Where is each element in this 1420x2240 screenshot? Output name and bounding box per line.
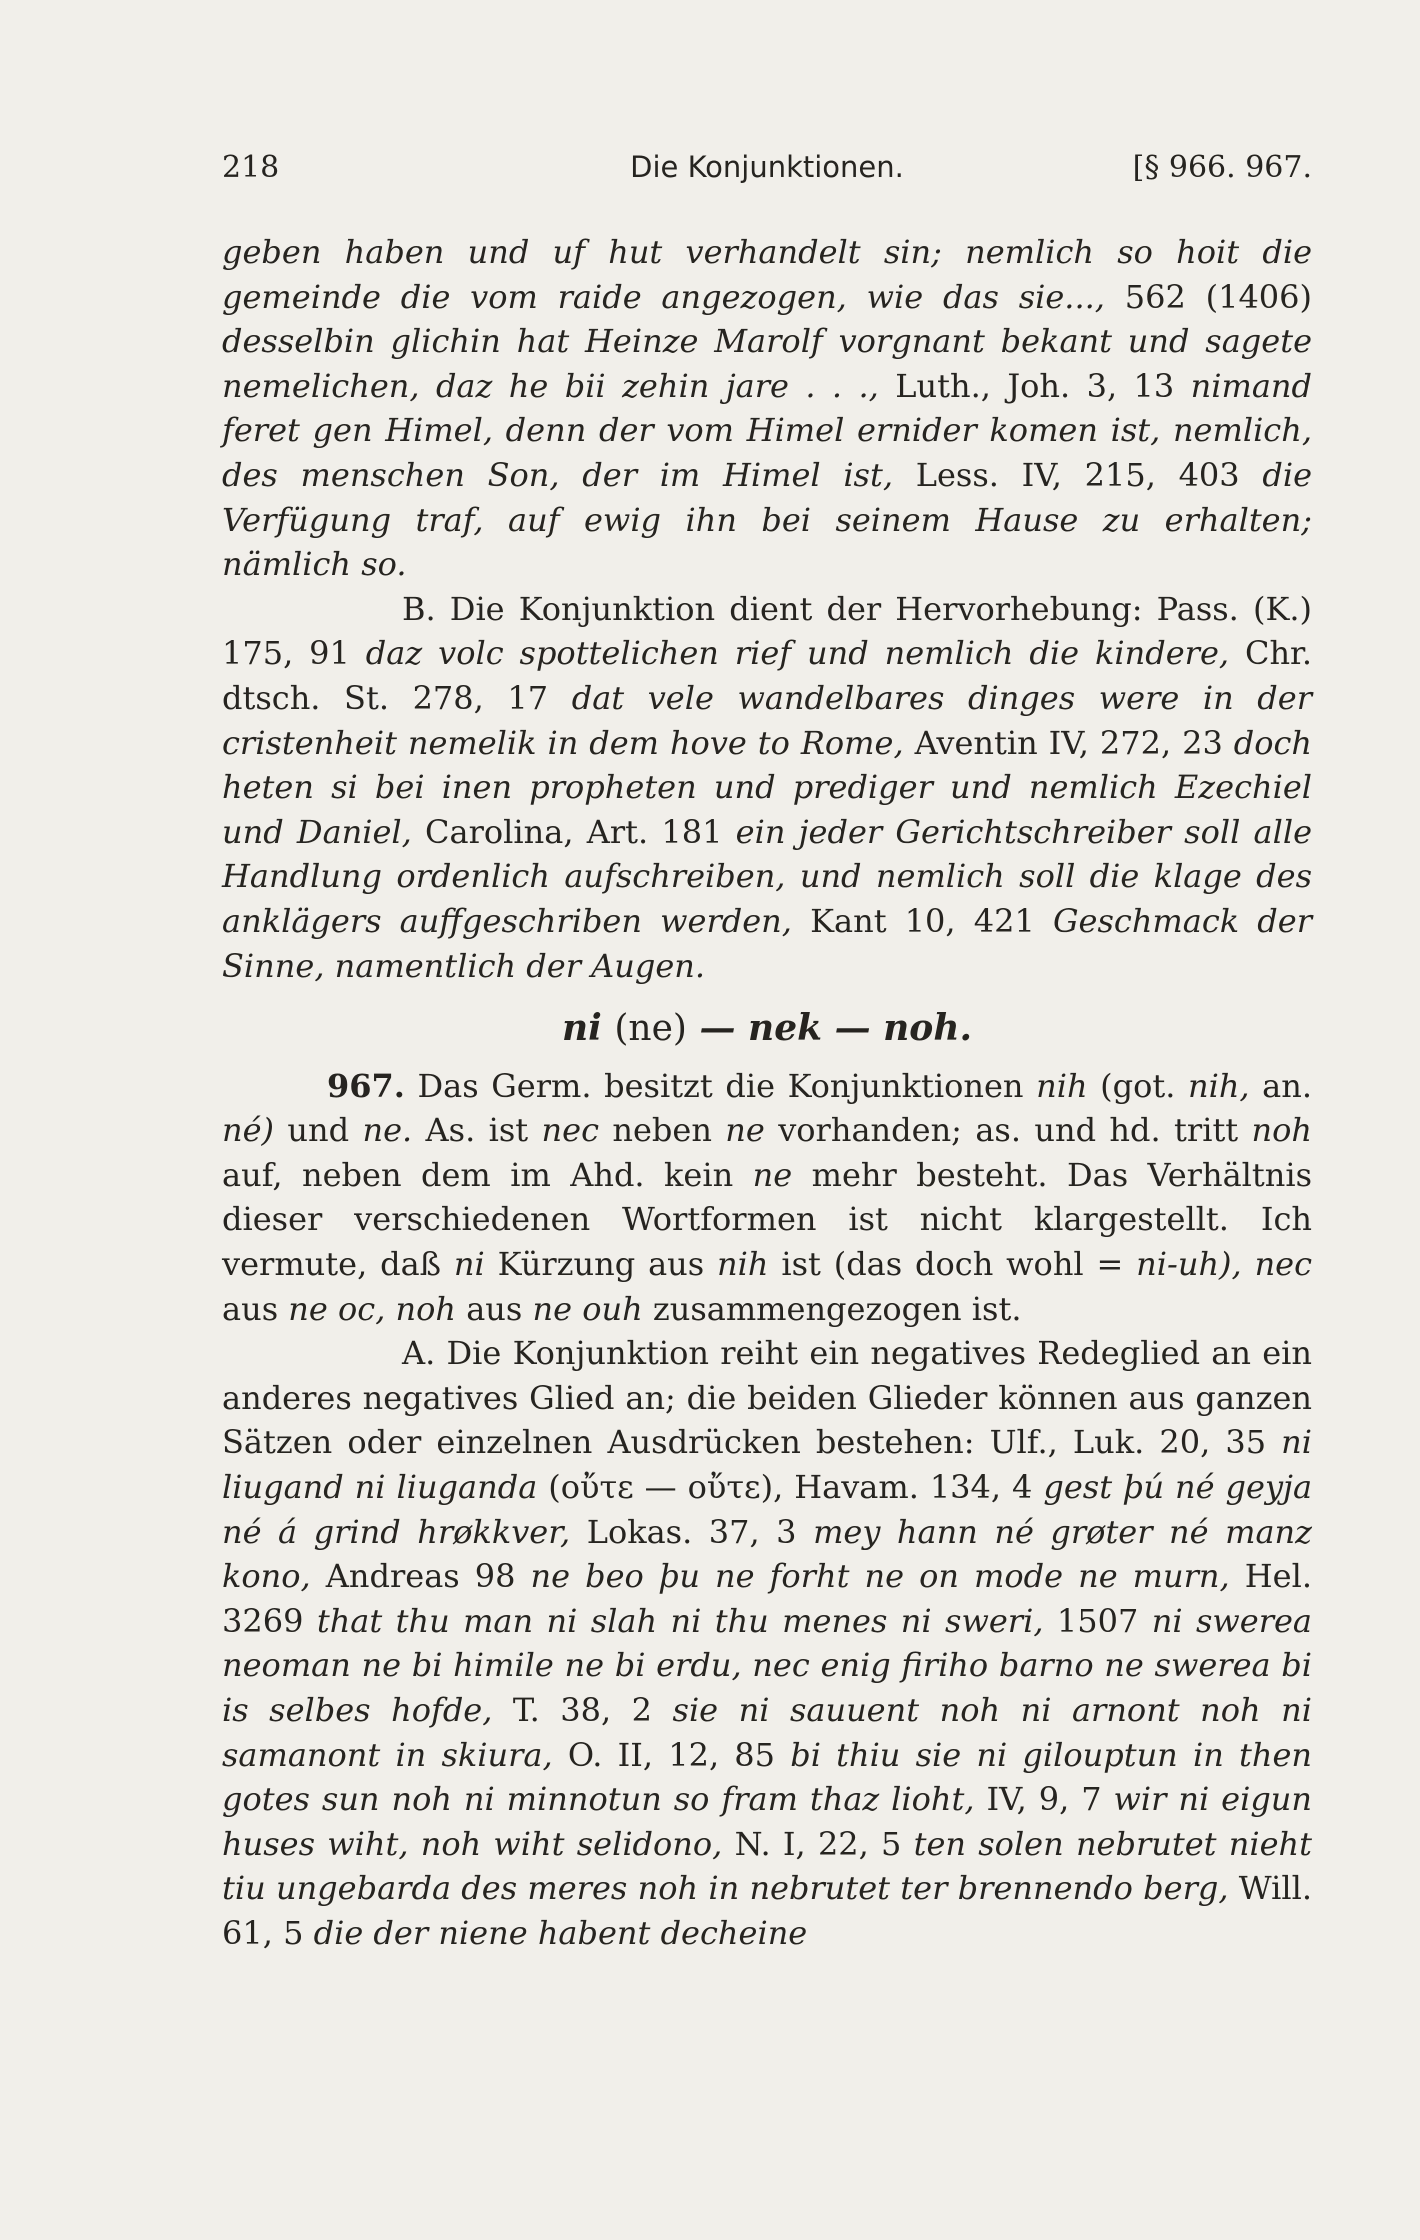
citation-text: vorhanden; as. und hd. tritt bbox=[764, 1111, 1252, 1150]
italic-quote: ne. bbox=[362, 1111, 413, 1150]
citation-text: A. Die Konjunktion reiht ein negatives Redeglied an ein anderes negatives Glied an; die beiden Glieder können aus ganzen Sätzen oder einzelnen Ausdrücken bestehen: Ulf., Luk. 20, 35 bbox=[222, 1334, 1312, 1462]
running-title: Die Konjunktionen. bbox=[630, 150, 904, 184]
citation-text: und bbox=[274, 1111, 363, 1150]
paragraph-continuation bbox=[222, 230, 1312, 587]
citation-text: Chr. dtsch. St. 278, 17 bbox=[222, 634, 1312, 717]
heading-nek-noh: — nek — noh. bbox=[699, 1007, 973, 1050]
italic-quote: sie ni sauuent noh ni arnont noh ni samanont in skiura, bbox=[222, 1691, 1313, 1774]
citation-text: auf, neben dem im Ahd. kein bbox=[222, 1155, 753, 1194]
citation-text: (οὔτε — οὔτε), Havam. 134, 4 bbox=[537, 1468, 1044, 1507]
citation-text: aus bbox=[456, 1289, 533, 1328]
italic-quote: ni bbox=[453, 1245, 485, 1284]
italic-quote: bi thiu sie ni gilouptun in then gotes sun noh ni minnotun so fram thaz lioht, bbox=[222, 1735, 1313, 1819]
citation-text: (got. bbox=[1087, 1066, 1188, 1105]
italic-quote: wir ni eigun huses wiht, noh wiht selidono, bbox=[222, 1780, 1313, 1863]
italic-quote: nih, bbox=[1187, 1066, 1250, 1105]
citation-text: Lokas. 37, 3 bbox=[570, 1512, 814, 1551]
heading-ne: (ne) bbox=[614, 1008, 687, 1050]
citation-text: an. bbox=[1249, 1066, 1313, 1105]
citation-text: ist (das doch wohl = bbox=[768, 1245, 1137, 1284]
italic-quote: ein jeder Gerichtschreiber soll alle Handlung ordenlich aufschreiben, und nemlich soll die klage des anklägers auffgeschriben werden, bbox=[222, 812, 1313, 940]
italic-quote: gest þú né geyja né á grind hrøkkver, bbox=[222, 1468, 1313, 1551]
page-number: 218 bbox=[222, 150, 280, 185]
italic-quote: geben haben und uf hut verhandelt sin; nemlich so hoit die gemeinde die vom raide angezogen, wie das sie..., bbox=[222, 233, 1312, 316]
citation-text: IV, 9, 7 bbox=[974, 1780, 1114, 1819]
citation-text: Will. 61, 5 bbox=[222, 1869, 1313, 1952]
citation-text: Das Germ. besitzt die Konjunktionen bbox=[417, 1066, 1037, 1105]
italic-quote: Geschmack der Sinne, namentlich der Augen. bbox=[222, 901, 1313, 985]
citation-text: aus bbox=[222, 1289, 289, 1328]
citation-text bbox=[1242, 1245, 1255, 1283]
italic-quote: né) bbox=[222, 1111, 275, 1150]
section-reference: [§ 966. 967. bbox=[1132, 150, 1312, 185]
citation-text: Aventin IV, 272, 23 bbox=[903, 723, 1234, 762]
italic-quote: doch heten si bei inen propheten und prediger und nemlich Ezechiel und Daniel, bbox=[222, 723, 1313, 851]
italic-quote: daz volc spottelichen rief und nemlich die kindere, bbox=[365, 634, 1230, 673]
italic-quote: ne oc, noh bbox=[288, 1289, 457, 1328]
running-header bbox=[222, 150, 1312, 194]
paragraph-967 bbox=[222, 1064, 1312, 1332]
citation-text: Kürzung aus bbox=[484, 1245, 718, 1284]
paragraph-a-negation bbox=[222, 1331, 1312, 1955]
italic-quote: that thu man ni slah ni thu menes ni sweri, bbox=[316, 1601, 1044, 1640]
citation-text: N. I, 22, 5 bbox=[722, 1824, 914, 1863]
italic-quote: noh bbox=[1251, 1111, 1313, 1150]
body-text bbox=[222, 230, 1312, 1956]
paragraph-967-text bbox=[222, 1067, 1312, 1328]
italic-quote: ni liugand ni liuganda bbox=[222, 1423, 1312, 1507]
italic-quote: dat vele wandelbares dinges were in der cristenheit nemelik in dem hove to Rome, bbox=[222, 678, 1313, 762]
italic-quote: nih bbox=[1036, 1066, 1088, 1105]
italic-quote: ni-uh), bbox=[1136, 1245, 1242, 1284]
italic-quote: ni swerea neoman ne bi himile ne bi erdu, nec enig firiho barno ne swerea bi is selbes hofde, bbox=[222, 1601, 1313, 1729]
italic-quote: nih bbox=[717, 1245, 769, 1284]
italic-quote: desselbin glichin hat Heinze Marolf vorgnant bekant und sagete nemelichen, daz he bii zehin jare . . ., bbox=[222, 322, 1312, 405]
citation-text: T. 38, 2 bbox=[492, 1691, 673, 1729]
italic-quote: ne bbox=[725, 1111, 765, 1150]
italic-quote: die Verfügung traf, auf ewig ihn bei seinem Hause zu erhalten; nämlich so. bbox=[222, 455, 1313, 584]
italic-quote: ne bbox=[752, 1155, 793, 1194]
italic-quote: die der niene habent decheine bbox=[313, 1913, 808, 1952]
heading-ni: ni bbox=[561, 1007, 602, 1050]
italic-quote: nec bbox=[1254, 1245, 1313, 1284]
citation-text: Kant 10, 421 bbox=[791, 901, 1053, 940]
italic-quote: ne ouh bbox=[532, 1289, 643, 1328]
italic-quote: ten solen nebrutet nieht tiu ungebarda des meres noh in nebrutet ter brennendo berg, bbox=[222, 1824, 1312, 1908]
citation-text: Carolina, Art. 181 bbox=[411, 812, 736, 851]
italic-quote: nec bbox=[541, 1111, 599, 1150]
citation-text: Luth., Joh. 3, 13 bbox=[878, 366, 1191, 405]
citation-text: B. Die Konjunktion dient der Hervorhebung: Pass. (K.) 175, 91 bbox=[222, 589, 1312, 673]
section-heading bbox=[222, 1006, 1312, 1052]
citation-text: Less. IV, 215, 403 bbox=[893, 455, 1263, 494]
italic-quote: ne beo þu ne forht ne on mode ne murn, bbox=[530, 1557, 1230, 1596]
citation-text: As. ist bbox=[412, 1111, 542, 1150]
citation-text: O. II, 12, 85 bbox=[552, 1735, 791, 1774]
italic-quote: nimand feret gen Himel, denn der vom Himel ernider komen ist, nemlich, des menschen Son, der im Himel ist, bbox=[222, 366, 1313, 494]
citation-text: mehr besteht. Das Verhältnis dieser verschiedenen Wortformen ist nicht klargestellt. Ich vermute, daß bbox=[222, 1155, 1313, 1284]
citation-text: Andreas 98 bbox=[310, 1557, 531, 1596]
citation-text: Hel. 3269 bbox=[222, 1557, 1312, 1640]
citation-text: neben bbox=[598, 1111, 726, 1150]
citation-text: 562 (1406) bbox=[1104, 277, 1313, 316]
section-number: 967. bbox=[327, 1066, 405, 1105]
citation-text: 1507 bbox=[1043, 1601, 1152, 1640]
italic-quote: mey hann né grøter né manz kono, bbox=[222, 1512, 1313, 1596]
citation-text: zusammengezogen ist. bbox=[642, 1289, 1022, 1328]
paragraph-b-hervorhebung bbox=[222, 587, 1312, 988]
